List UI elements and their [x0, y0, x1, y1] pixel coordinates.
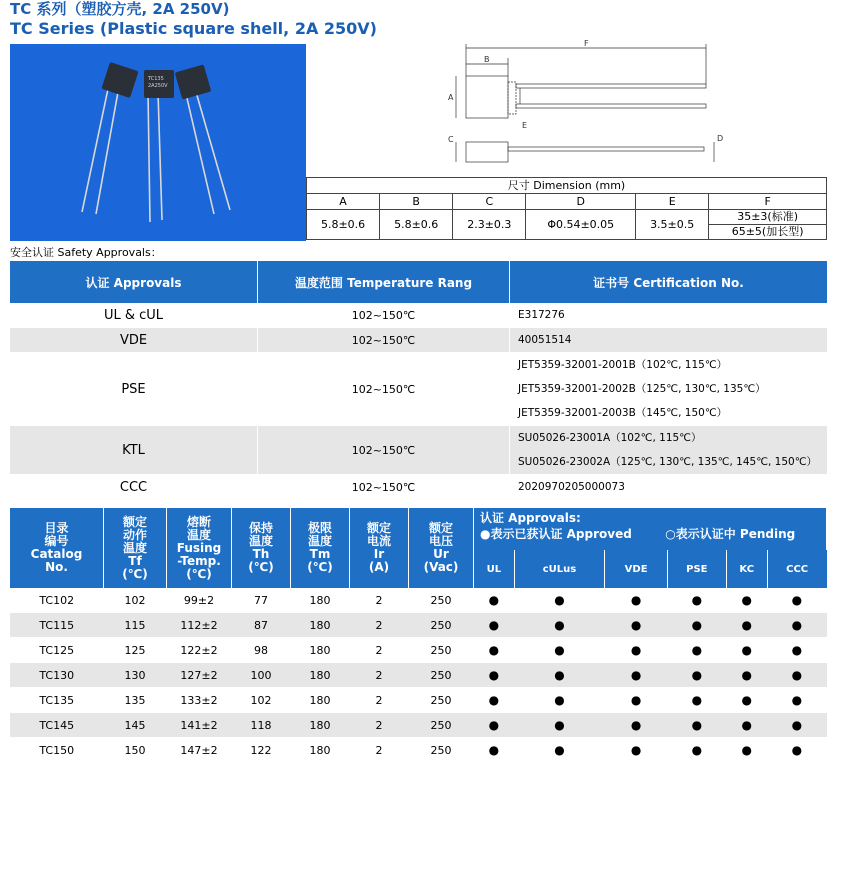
dim-header: B	[380, 194, 453, 210]
cell-tf: 145	[104, 713, 167, 738]
cell-ur: 250	[409, 713, 474, 738]
dimension-caption: 尺寸 Dimension (mm)	[307, 178, 827, 194]
approval-name: KTL	[10, 426, 258, 475]
cell-no: TC125	[10, 638, 104, 663]
approved-dot: ●	[605, 588, 668, 613]
cell-tm: 180	[291, 663, 350, 688]
approval-name: PSE	[10, 353, 258, 426]
cell-ir: 2	[350, 688, 409, 713]
dim-value-f	[709, 210, 827, 240]
approved-dot: ●	[767, 638, 826, 663]
col-th-header: 保持 温度 Th (℃)	[232, 508, 291, 588]
col-tf-header: 额定 动作 温度 Tf (℃)	[104, 508, 167, 588]
dimension-drawing	[430, 38, 730, 168]
cell-fusing: 127±2	[167, 663, 232, 688]
approval-range: 102~150℃	[258, 328, 510, 353]
approved-dot: ●	[474, 738, 515, 763]
dim-f-standard: 35±3(标准)	[737, 210, 799, 223]
cell-no: TC102	[10, 588, 104, 613]
cell-tm: 180	[291, 613, 350, 638]
table-row	[10, 303, 827, 328]
cell-th: 102	[232, 688, 291, 713]
dim-header: D	[526, 194, 636, 210]
cell-fusing: 122±2	[167, 638, 232, 663]
cell-th: 118	[232, 713, 291, 738]
dim-header: E	[636, 194, 709, 210]
approved-dot: ●	[514, 738, 605, 763]
approved-dot: ●	[667, 588, 726, 613]
approved-dot: ●	[605, 613, 668, 638]
cell-ur: 250	[409, 688, 474, 713]
dim-label-b: B	[484, 55, 490, 64]
dim-value: 5.8±0.6	[307, 210, 380, 240]
dim-value: 3.5±0.5	[636, 210, 709, 240]
cell-ir: 2	[350, 588, 409, 613]
ccc-logo-icon: CCC	[767, 550, 826, 588]
cell-th: 98	[232, 638, 291, 663]
approved-dot: ●	[514, 688, 605, 713]
table-row	[10, 613, 827, 638]
pse-logo-icon: PSE	[667, 550, 726, 588]
cell-fusing: 147±2	[167, 738, 232, 763]
approval-cert: 40051514	[510, 328, 828, 353]
approval-name: CCC	[10, 475, 258, 500]
cell-tf: 115	[104, 613, 167, 638]
cell-th: 77	[232, 588, 291, 613]
approval-certs	[510, 426, 828, 475]
approval-certs	[510, 353, 828, 426]
approved-dot: ●	[605, 663, 668, 688]
cell-no: TC145	[10, 713, 104, 738]
table-row	[10, 738, 827, 763]
dim-value: Φ0.54±0.05	[526, 210, 636, 240]
approved-dot: ●	[514, 663, 605, 688]
cell-ir: 2	[350, 713, 409, 738]
dim-value: 2.3±0.3	[453, 210, 526, 240]
approval-cert: E317276	[510, 303, 828, 328]
col-ur-header: 额定 电压 Ur (Vac)	[409, 508, 474, 588]
safety-approvals-label: 安全认证 Safety Approvals：	[10, 246, 162, 259]
table-row	[10, 663, 827, 688]
approved-dot: ●	[605, 688, 668, 713]
title-chinese: TC 系列（塑胶方壳, 2A 250V)	[10, 0, 230, 18]
approval-range: 102~150℃	[258, 426, 510, 475]
approved-dot: ●	[726, 688, 767, 713]
cell-ir: 2	[350, 638, 409, 663]
approved-dot: ●	[667, 738, 726, 763]
table-row	[10, 426, 827, 475]
approved-dot: ●	[767, 688, 826, 713]
approved-dot: ●	[726, 588, 767, 613]
col-catalog-header: 目录 编号 Catalog No.	[10, 508, 104, 588]
table-row	[10, 353, 827, 426]
approved-dot: ●	[726, 663, 767, 688]
approval-cert: JET5359-32001-2001B（102℃, 115℃）	[518, 359, 728, 371]
col-tm-header: 极限 温度 Tm (℃)	[291, 508, 350, 588]
approved-dot: ●	[514, 638, 605, 663]
cell-tf: 135	[104, 688, 167, 713]
cell-no: TC135	[10, 688, 104, 713]
cell-fusing: 112±2	[167, 613, 232, 638]
approved-dot: ●	[605, 738, 668, 763]
title-english: TC Series (Plastic square shell, 2A 250V)	[10, 19, 377, 38]
approved-dot: ●	[767, 713, 826, 738]
cell-ur: 250	[409, 613, 474, 638]
cell-ur: 250	[409, 588, 474, 613]
approved-dot: ●	[726, 638, 767, 663]
approved-dot: ●	[667, 638, 726, 663]
approved-dot: ●	[474, 613, 515, 638]
table-row	[10, 588, 827, 613]
svg-text:2A250V: 2A250V	[148, 83, 168, 89]
table-row	[10, 475, 827, 500]
cell-tf: 125	[104, 638, 167, 663]
approved-dot: ●	[474, 663, 515, 688]
approved-dot: ●	[667, 713, 726, 738]
cell-ir: 2	[350, 663, 409, 688]
cell-ur: 250	[409, 663, 474, 688]
approval-name: UL & cUL	[10, 303, 258, 328]
approved-dot: ●	[667, 663, 726, 688]
legend-approved: ●表示已获认证 Approved	[480, 527, 632, 541]
approval-range: 102~150℃	[258, 353, 510, 426]
dim-header: A	[307, 194, 380, 210]
cell-tm: 180	[291, 713, 350, 738]
culus-logo-icon: cULus	[514, 550, 605, 588]
legend-pending: ○表示认证中 Pending	[665, 527, 796, 541]
approved-dot: ●	[767, 613, 826, 638]
approval-cert: 2020970205000073	[510, 475, 828, 500]
kc-logo-icon: KC	[726, 550, 767, 588]
approved-dot: ●	[514, 613, 605, 638]
dim-header: C	[453, 194, 526, 210]
approval-cert: SU05026-23001A（102℃, 115℃）	[518, 432, 702, 444]
dim-label-f: F	[584, 39, 589, 48]
dim-label-a: A	[448, 93, 454, 102]
approval-cert: JET5359-32001-2002B（125℃, 130℃, 135℃）	[518, 383, 766, 395]
dim-header: F	[709, 194, 827, 210]
ul-logo-icon: UL	[474, 550, 515, 588]
cell-ir: 2	[350, 613, 409, 638]
approved-dot: ●	[474, 688, 515, 713]
approved-dot: ●	[667, 688, 726, 713]
approved-dot: ●	[514, 588, 605, 613]
cert-no-header: 证书号 Certification No.	[510, 261, 828, 303]
approved-dot: ●	[767, 738, 826, 763]
approved-dot: ●	[767, 588, 826, 613]
temp-range-header: 温度范围 Temperature Rang	[258, 261, 510, 303]
cell-tf: 150	[104, 738, 167, 763]
table-row	[10, 328, 827, 353]
col-ir-header: 额定 电流 Ir (A)	[350, 508, 409, 588]
cell-ir: 2	[350, 738, 409, 763]
photo-label: TC135	[148, 76, 164, 82]
cell-th: 122	[232, 738, 291, 763]
approvals-title: 认证 Approvals:	[480, 511, 581, 525]
table-row	[10, 713, 827, 738]
approval-range: 102~150℃	[258, 475, 510, 500]
approvals-legend	[474, 508, 827, 550]
approved-dot: ●	[474, 588, 515, 613]
approved-dot: ●	[474, 713, 515, 738]
approval-name: VDE	[10, 328, 258, 353]
dimension-table	[306, 177, 827, 240]
dim-label-e: E	[522, 121, 528, 130]
approval-range: 102~150℃	[258, 303, 510, 328]
cell-no: TC130	[10, 663, 104, 688]
approvals-header: 认证 Approvals	[10, 261, 258, 303]
approval-cert: SU05026-23002A（125℃, 130℃, 135℃, 145℃, 150℃）	[518, 456, 817, 468]
cell-fusing: 133±2	[167, 688, 232, 713]
table-row	[10, 688, 827, 713]
approved-dot: ●	[514, 713, 605, 738]
cell-no: TC150	[10, 738, 104, 763]
approved-dot: ●	[474, 638, 515, 663]
cell-tm: 180	[291, 588, 350, 613]
cell-fusing: 141±2	[167, 713, 232, 738]
cell-tm: 180	[291, 738, 350, 763]
cell-th: 100	[232, 663, 291, 688]
table-row	[10, 638, 827, 663]
approved-dot: ●	[726, 613, 767, 638]
approved-dot: ●	[605, 638, 668, 663]
cell-tm: 180	[291, 688, 350, 713]
cell-tm: 180	[291, 638, 350, 663]
approved-dot: ●	[767, 663, 826, 688]
approved-dot: ●	[726, 738, 767, 763]
approved-dot: ●	[726, 713, 767, 738]
approval-cert: JET5359-32001-2003B（145℃, 150℃）	[518, 407, 728, 419]
spec-table	[10, 508, 827, 763]
dim-f-long: 65±5(加长型)	[709, 224, 826, 239]
cell-tf: 102	[104, 588, 167, 613]
cell-ur: 250	[409, 738, 474, 763]
dim-label-c: C	[448, 135, 454, 144]
dim-value: 5.8±0.6	[380, 210, 453, 240]
product-photo	[10, 44, 306, 241]
cell-fusing: 99±2	[167, 588, 232, 613]
cell-th: 87	[232, 613, 291, 638]
cell-ur: 250	[409, 638, 474, 663]
vde-logo-icon: VDE	[605, 550, 668, 588]
dim-label-d: D	[717, 134, 724, 143]
approved-dot: ●	[667, 613, 726, 638]
cell-no: TC115	[10, 613, 104, 638]
approved-dot: ●	[605, 713, 668, 738]
cell-tf: 130	[104, 663, 167, 688]
col-fusing-header: 熔断 温度 Fusing -Temp. (℃)	[167, 508, 232, 588]
approvals-table	[10, 261, 827, 500]
